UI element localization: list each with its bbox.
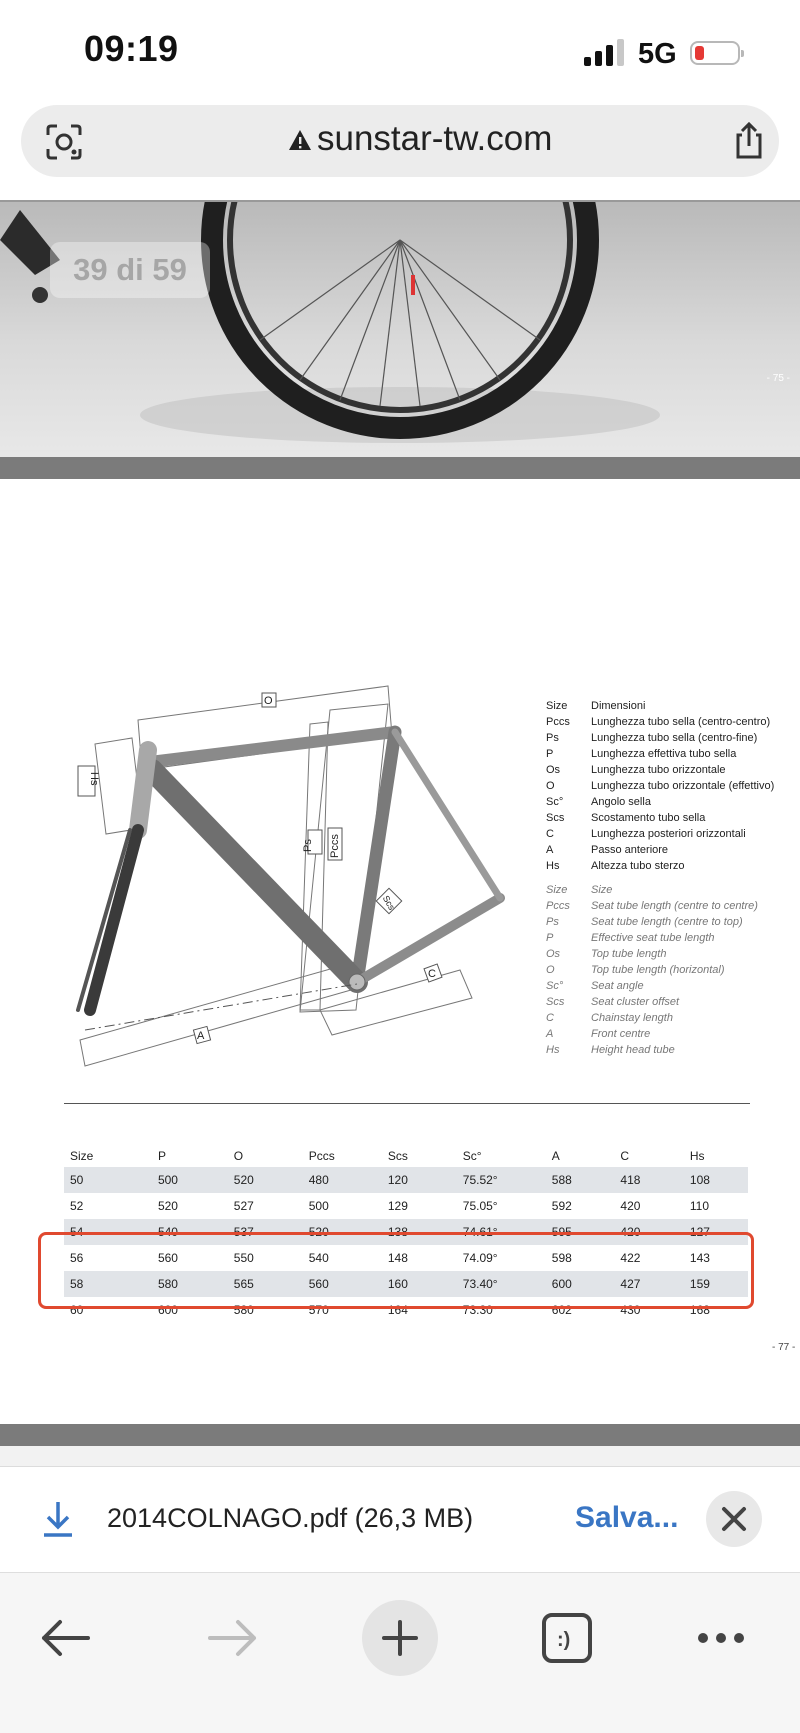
table-cell: 540 [152, 1219, 228, 1245]
legend-key: Size [546, 884, 568, 896]
table-cell: 480 [303, 1167, 382, 1193]
table-header: Hs [689, 1149, 705, 1163]
table-cell: 60 [70, 1303, 84, 1317]
legend-value: Angolo sella [591, 796, 651, 808]
legend-value: Front centre [591, 1028, 651, 1040]
legend-value: Lunghezza posteriori orizzontali [591, 828, 746, 840]
table-cell: 54 [64, 1219, 152, 1245]
table-cell: 108 [684, 1167, 748, 1193]
legend-value: Chainstay length [591, 1012, 673, 1024]
page-separator [0, 457, 800, 479]
close-button[interactable] [706, 1491, 762, 1547]
table-header: C [620, 1149, 630, 1163]
download-icon [40, 1499, 76, 1539]
label-c: C [428, 968, 436, 980]
cellular-signal-icon [584, 38, 626, 66]
legend-value: Seat tube length (centre to centre) [591, 900, 758, 912]
pdf-next-page [0, 1446, 800, 1466]
table-cell: 74.61° [457, 1219, 546, 1245]
close-icon [706, 1491, 762, 1547]
tab-switcher-glyph: :) [557, 1629, 571, 1651]
dimension-box-a [80, 962, 358, 1066]
legend-row [546, 1010, 774, 1026]
table-cell: 75.05° [462, 1199, 498, 1213]
table-header: Pccs [308, 1149, 335, 1163]
table-cell: 580 [152, 1271, 228, 1297]
legend-value: Lunghezza tubo orizzontale [591, 764, 726, 776]
table-cell: 73.30° [462, 1303, 498, 1317]
red-highlight-box [38, 1232, 754, 1309]
legend-key: Os [546, 948, 561, 960]
page-indicator: 39 di 59 [50, 242, 210, 298]
table-cell: 418 [614, 1167, 684, 1193]
table-cell: 74.09° [462, 1251, 498, 1265]
table-cell: 598 [551, 1251, 572, 1265]
legend-row [546, 858, 774, 874]
table-cell: 537 [228, 1219, 303, 1245]
table-cell: 56 [70, 1251, 84, 1265]
download-filename: 2014COLNAGO.pdf (26,3 MB) [107, 1503, 474, 1533]
legend-row [546, 762, 774, 778]
legend-value: Lunghezza tubo orizzontale (effettivo) [591, 780, 775, 792]
legend-value: Effective seat tube length [591, 932, 715, 944]
download-bar [0, 1466, 800, 1572]
legend-key: Size [546, 700, 568, 712]
label-o: O [264, 695, 273, 707]
plus-icon [362, 1600, 438, 1676]
table-cell: 73.40° [457, 1271, 546, 1297]
table-cell: 520 [228, 1167, 303, 1193]
table-cell: 159 [684, 1271, 748, 1297]
label-ps: Ps [302, 839, 314, 852]
legend-gap [546, 874, 774, 882]
label-scs: Scs [380, 893, 397, 912]
label-pccs: Pccs [329, 834, 341, 858]
legend-row [546, 778, 774, 794]
table-cell: 422 [620, 1251, 641, 1265]
frame-geometry-diagram [60, 680, 540, 1070]
legend-row [546, 898, 774, 914]
table-cell: 164 [387, 1303, 408, 1317]
table-cell: 540 [308, 1251, 329, 1265]
bottom-toolbar [0, 1572, 800, 1733]
legend-key: Scs [546, 996, 565, 1008]
legend-row [546, 826, 774, 842]
forward-button[interactable] [198, 1603, 268, 1673]
table-header-row [64, 1145, 748, 1167]
tab-switcher-button[interactable] [532, 1603, 602, 1673]
legend-key: C [546, 1012, 554, 1024]
more-menu-button[interactable] [686, 1603, 756, 1673]
table-cell: 148 [387, 1251, 408, 1265]
pdf-page-photo [0, 200, 800, 457]
legend-key: C [546, 828, 554, 840]
legend-key: O [546, 964, 555, 976]
warning-icon [287, 127, 313, 153]
table-cell: 580 [233, 1303, 254, 1317]
legend-value: Seat tube length (centre to top) [591, 916, 743, 928]
legend-key: Scs [546, 812, 565, 824]
table-cell: 592 [551, 1199, 572, 1213]
table-cell: 120 [382, 1167, 457, 1193]
legend-key: O [546, 780, 555, 792]
table-cell: 520 [303, 1219, 382, 1245]
legend-row [546, 882, 774, 898]
legend-value: Seat cluster offset [591, 996, 680, 1008]
table-row [64, 1193, 748, 1219]
legend-key: Hs [546, 1044, 560, 1056]
url-text[interactable]: sunstar-tw.com [317, 119, 553, 158]
table-row [64, 1167, 748, 1193]
table-cell: 427 [614, 1271, 684, 1297]
legend-value: Lunghezza tubo sella (centro-fine) [591, 732, 758, 744]
table-cell: 595 [546, 1219, 615, 1245]
clock: 09:19 [84, 28, 179, 69]
table-cell: 602 [551, 1303, 572, 1317]
legend-row [546, 962, 774, 978]
legend-row [546, 714, 774, 730]
table-header: A [551, 1149, 560, 1163]
bike-wheel-image [0, 200, 800, 457]
network-type: 5G [638, 38, 677, 70]
page-number: - 77 - [772, 1342, 796, 1353]
legend-value: Height head tube [591, 1044, 675, 1056]
legend-key: P [546, 748, 554, 760]
legend-key: Pccs [546, 900, 570, 912]
address-bar[interactable] [21, 105, 779, 177]
table-cell: 52 [70, 1199, 84, 1213]
legend-value: Dimensioni [591, 700, 646, 712]
legend-row [546, 930, 774, 946]
table-cell: 50 [64, 1167, 152, 1193]
legend-row [546, 978, 774, 994]
table-header: P [157, 1149, 166, 1163]
legend-row [546, 994, 774, 1010]
table-cell: 110 [689, 1199, 710, 1213]
table-cell: 75.52° [457, 1167, 546, 1193]
legend-value: Top tube length [591, 948, 667, 960]
table-cell: 129 [387, 1199, 408, 1213]
google-lens-icon[interactable] [45, 123, 83, 161]
legend-row [546, 842, 774, 858]
table-cell: 565 [228, 1271, 303, 1297]
table-cell: 527 [233, 1199, 254, 1213]
legend-key: Os [546, 764, 561, 776]
table-header: Scs [387, 1149, 408, 1163]
table-cell: 500 [308, 1199, 329, 1213]
table-cell: 160 [382, 1271, 457, 1297]
legend-key: Ps [546, 916, 559, 928]
legend-value: Altezza tubo sterzo [591, 860, 685, 872]
legend-row [546, 1042, 774, 1058]
legend-row [546, 730, 774, 746]
table-cell: 58 [64, 1271, 152, 1297]
table-cell: 588 [546, 1167, 615, 1193]
legend-value: Seat angle [591, 980, 644, 992]
legend-row [546, 810, 774, 826]
table-header: Sc° [462, 1149, 482, 1163]
legend-row [546, 946, 774, 962]
battery-icon [690, 41, 740, 65]
page-number-prev: - 75 - [766, 373, 790, 384]
legend-key: Hs [546, 860, 560, 872]
new-tab-button[interactable] [362, 1600, 438, 1676]
legend-key: Ps [546, 732, 559, 744]
table-cell: 420 [614, 1219, 684, 1245]
legend-row [546, 746, 774, 762]
share-icon[interactable] [729, 121, 769, 161]
legend-value: Lunghezza tubo sella (centro-centro) [591, 716, 771, 728]
legend-value: Passo anteriore [591, 844, 669, 856]
table-cell: 138 [382, 1219, 457, 1245]
legend-row [546, 914, 774, 930]
table-cell: 520 [157, 1199, 178, 1213]
table-header: O [233, 1149, 244, 1163]
label-hs: Hs [88, 772, 100, 786]
table-cell: 560 [157, 1251, 178, 1265]
legend-row [546, 1026, 774, 1042]
table-cell: 560 [303, 1271, 382, 1297]
table-cell: 127 [684, 1219, 748, 1245]
save-button[interactable]: Salva... [575, 1501, 679, 1534]
page-separator [0, 1424, 800, 1446]
legend-key: A [546, 844, 554, 856]
legend-value: Top tube length (horizontal) [591, 964, 725, 976]
legend-row [546, 698, 774, 714]
table-cell: 550 [233, 1251, 254, 1265]
legend-key: Pccs [546, 716, 570, 728]
table-cell: 430 [620, 1303, 641, 1317]
table-cell: 600 [157, 1303, 178, 1317]
geometry-legend [546, 698, 774, 1058]
table-cell: 500 [152, 1167, 228, 1193]
legend-value: Size [591, 884, 613, 896]
table-cell: 143 [689, 1251, 710, 1265]
legend-key: P [546, 932, 554, 944]
legend-key: A [546, 1028, 554, 1040]
table-cell: 570 [308, 1303, 329, 1317]
table-cell: 600 [546, 1271, 615, 1297]
divider [64, 1103, 750, 1104]
label-a: A [197, 1030, 205, 1042]
table-header: Size [70, 1149, 94, 1163]
legend-value: Scostamento tubo sella [591, 812, 706, 824]
legend-key: Sc° [546, 980, 564, 992]
back-button[interactable] [30, 1603, 100, 1673]
table-cell: 168 [689, 1303, 710, 1317]
status-bar [0, 0, 800, 100]
legend-key: Sc° [546, 796, 564, 808]
legend-value: Lunghezza effettiva tubo sella [591, 748, 737, 760]
table-cell: 420 [620, 1199, 641, 1213]
legend-row [546, 794, 774, 810]
